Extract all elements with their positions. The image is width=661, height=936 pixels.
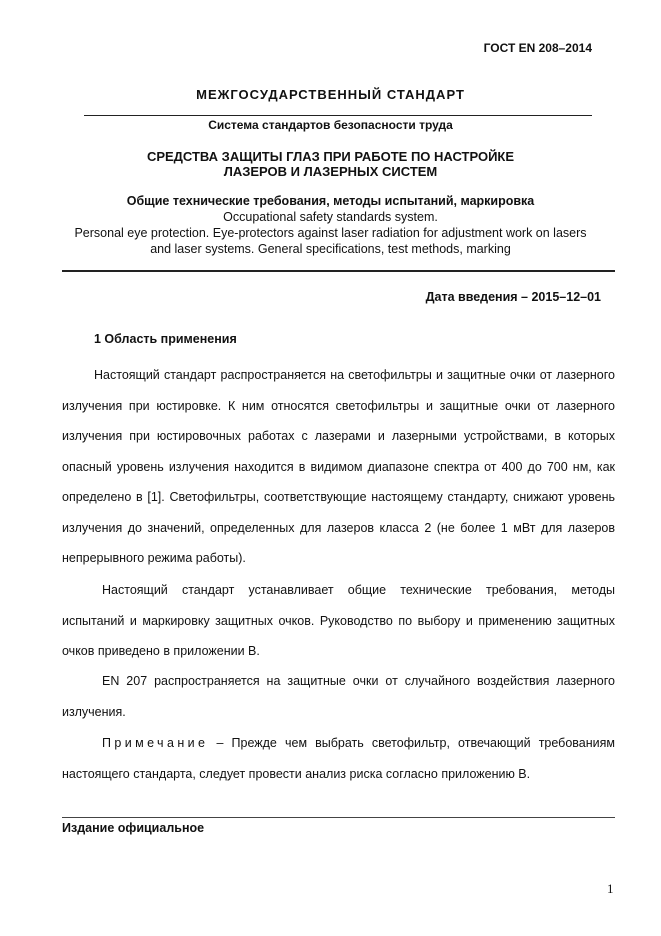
subtitle-russian: Общие технические требования, методы испытаний, маркировка xyxy=(126,194,535,208)
subtitle-english-line2: Personal eye protection. Eye-protectors against laser radiation for adjustment work on lasers xyxy=(74,226,587,240)
scope-paragraph-3: EN 207 распространяется на защитные очки от случайного воздействия лазерного излучения. xyxy=(62,674,615,719)
official-edition-label: Издание официальное xyxy=(62,821,205,835)
scope-paragraph-2: Настоящий стандарт устанавливает общие технические требования, методы испытаний и маркировку защитных очков. Руководство по выбору и применению защитных очков приведено в приложении В. xyxy=(62,583,615,658)
page-number: 1 xyxy=(607,881,614,896)
subtitle-english xyxy=(0,209,661,257)
note-paragraph xyxy=(62,728,615,789)
main-title-line1: СРЕДСТВА ЗАЩИТЫ ГЛАЗ ПРИ РАБОТЕ ПО НАСТРОЙКЕ xyxy=(146,149,515,164)
standard-main-title xyxy=(0,149,661,179)
title-divider xyxy=(84,115,592,116)
scope-paragraph-1: Настоящий стандарт распространяется на светофильтры и защитные очки от лазерного излучения при юстировке. К ним относятся светофильтры и защитные очки от лазерного излучения при юстировочных работах с лазерами и лазерными устройствами, в которых опасный уровень излучения находится в видимом диапазоне спектра от 400 до 700 нм, как определено в [1]. Светофильтры, соответствующие настоящему стандарту, снижают уровень излучения до значений, определенных для лазеров класса 2 (не более 1 мВт для лазеров непрерывного режима работы). xyxy=(62,368,615,565)
section-heading: 1 Область применения xyxy=(94,332,237,346)
introduction-date: Дата введения – 2015–12–01 xyxy=(425,290,601,304)
standards-system-title: Система стандартов безопасности труда xyxy=(208,118,453,132)
subtitle-english-line3: and laser systems. General specifications, test methods, marking xyxy=(150,242,511,256)
subtitle-english-line1: Occupational safety standards system. xyxy=(223,210,438,224)
note-text: – Прежде чем выбрать светофильтр, отвечающий требованиям настоящего стандарта, следует провести анализ риска согласно приложению В. xyxy=(62,736,615,781)
standard-number: ГОСТ EN 208–2014 xyxy=(483,41,592,55)
note-label: Примечание xyxy=(102,736,209,750)
main-title-line2: ЛАЗЕРОВ И ЛАЗЕРНЫХ СИСТЕМ xyxy=(223,164,438,179)
document-type-title: МЕЖГОСУДАРСТВЕННЫЙ СТАНДАРТ xyxy=(196,87,465,102)
header-divider xyxy=(62,270,615,272)
footer-divider xyxy=(62,817,615,818)
